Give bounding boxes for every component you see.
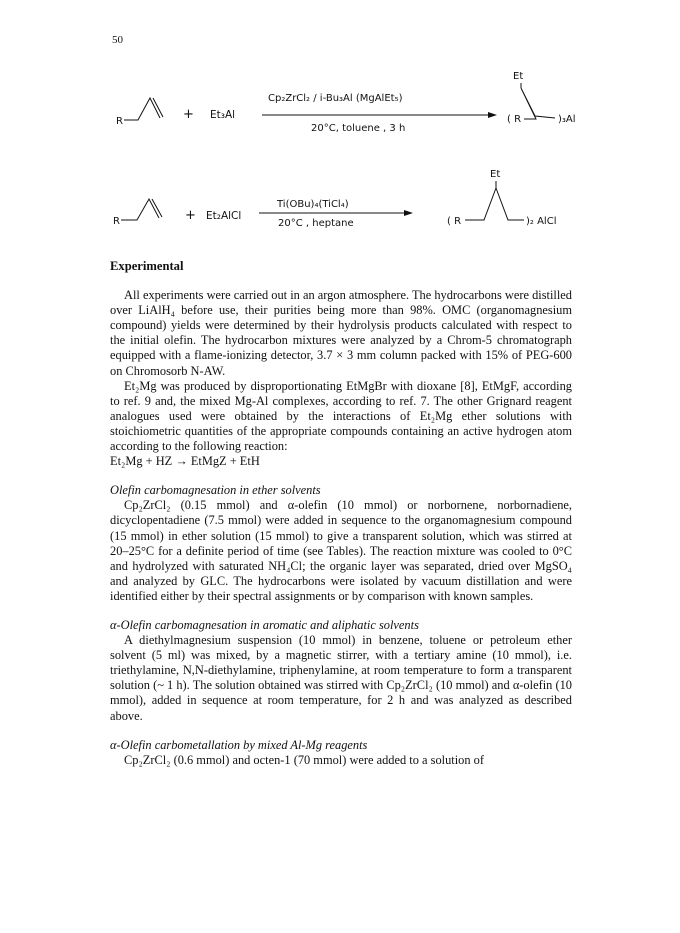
experimental-heading: Experimental — [110, 259, 184, 273]
r1-plus: + — [183, 107, 194, 122]
r2-product-et: Et — [490, 169, 501, 180]
page-number: 50 — [112, 34, 123, 46]
section-heading-ether: Olefin carbomagnesation in ether solvents — [110, 483, 321, 498]
reaction-equation: Et₂Mg + HZ → EtMgZ + EtH — [110, 454, 260, 469]
r1-conditions-top: Cp₂ZrCl₂ / i-Bu₃Al (MgAlEt₅) — [268, 93, 403, 104]
r1-product-close: )₃Al — [558, 114, 576, 125]
r2-product-structure — [465, 188, 524, 220]
r2-conditions-top: Ti(OBu)₄(TiCl₄) — [277, 199, 349, 210]
reaction-2 — [113, 169, 556, 229]
r2-reagent: Et₂AlCl — [206, 210, 242, 222]
r2-plus: + — [185, 208, 196, 223]
section-body-al-mg: Cp₂ZrCl₂ (0.6 mmol) and octen-1 (70 mmol) were added to a solution of — [124, 752, 484, 767]
r1-product-et: Et — [513, 71, 524, 82]
section-heading-aromatic: α-Olefin carbomagnesation in aromatic and aliphatic solvents — [110, 617, 419, 632]
experimental-paragraph-1: All experiments were carried out in an argon atmosphere. The hydrocarbons were distilled over LiAlH₄ before use, their purities being more than 98%. OMC (organomagnesium compound) yields were determined by their hydrolysis products calculated with respect to the initial olefin. The hydrocarbon mixtures were analyzed by a Chrom-5 chromatograph equipped with a flame-ionizing detector, 3.7 × 3 mm column packed with 15% of PEG-600 on Chromosorb N-AW. — [110, 288, 572, 378]
r2-conditions-bottom: 20°C , heptane — [278, 218, 354, 229]
main-text — [110, 259, 572, 768]
r1-product-structure — [521, 88, 555, 119]
r1-conditions-bottom: 20°C, toluene , 3 h — [311, 123, 406, 134]
r2-product-open: ( R — [447, 216, 462, 227]
r2-product-close: )₂ AlCl — [526, 216, 557, 227]
experimental-paragraph-2: Et₂Mg was produced by disproportionating EtMgBr with dioxane [8], EtMgF, according to ref. 9 and, the mixed Mg-Al complexes, according to ref. 7. The other Grignard reagent analogues used were obtained by the interactions of Et₂Mg ether solutions with stoichiometric quantities of the appropriate compounds containing an active hydrogen atom according to the following reaction: — [110, 378, 572, 454]
reaction-scheme — [0, 0, 680, 260]
r1-product-open: ( R — [507, 114, 522, 125]
r1-r-label: R — [116, 116, 123, 127]
section-body-aromatic: A diethylmagnesium suspension (10 mmol) in benzene, toluene or petroleum ether solvent (5 ml) was mixed, by a magnetic stirrer, with a tertiary amine (10 mmol), i.e. triethylamine, N,N-diethylamine, triphenylamine, at room temperature to form a transparent solution (~ 1 h). The solution obtained was stirred with Cp₂ZrCl₂ (10 mmol) and α-olefin (10 mmol), added in sequence at room temperature, for 2 h and was analyzed as described above. — [110, 633, 572, 723]
r1-reagent: Et₃Al — [210, 109, 236, 121]
reaction-1 — [116, 71, 576, 134]
section-body-ether: Cp₂ZrCl₂ (0.15 mmol) and α-olefin (10 mmol) or norbornene, norbornadiene, dicyclopentadiene (7.5 mmol) were added in sequence to the organomagnesium compound (15 mmol) in ether solution (15 mmol) to give a transparent solution, which was stirred at 20–25°C for a definite period of time (see Tables). The reaction mixture was cooled to 0°C and hydrolyzed with saturated NH₄Cl; the organic layer was separated, dried over MgSO₄ and analyzed by GLC. The hydrocarbons were isolated by vacuum distillation and were identified either by their spectral assignments or by comparison with known samples. — [110, 498, 572, 603]
section-heading-al-mg: α-Olefin carbometallation by mixed Al-Mg reagents — [110, 737, 368, 752]
r2-r-label: R — [113, 216, 120, 227]
